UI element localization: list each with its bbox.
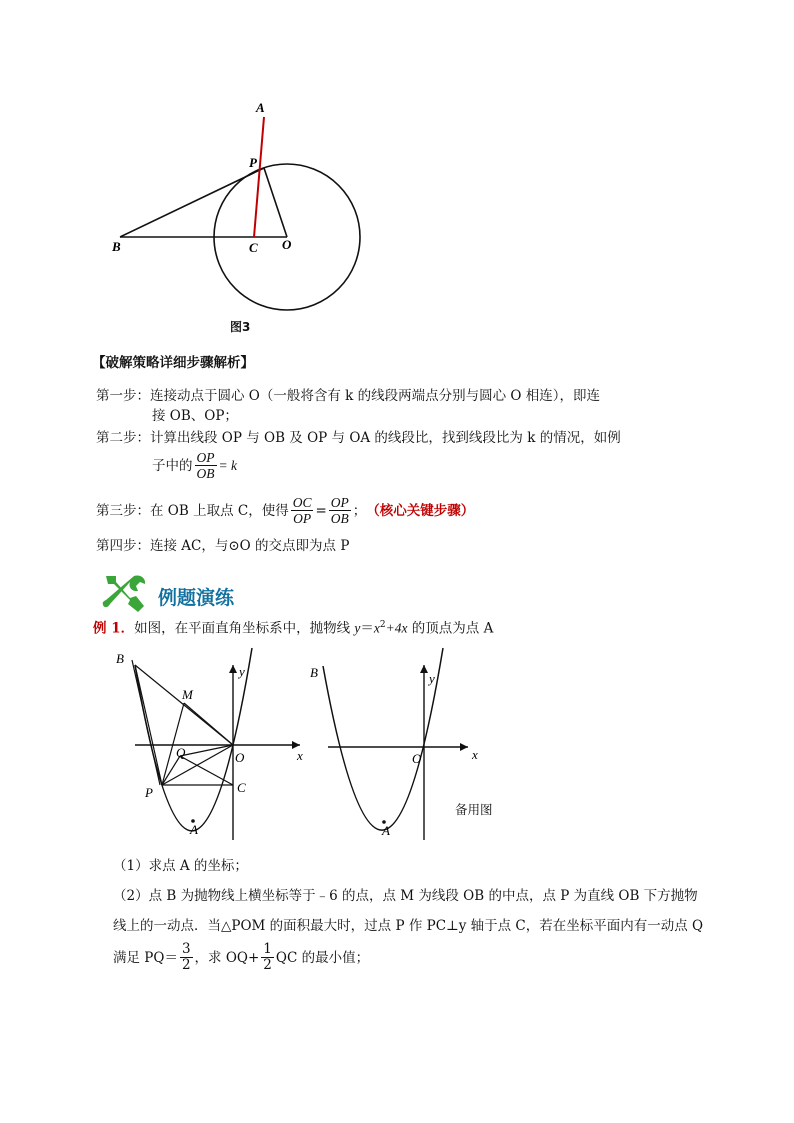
step-2-text-line1: 计算出线段 OP 与 OB 及 OP 与 OA 的线段比，找到线段比为 k 的情况，如例 xyxy=(150,430,621,446)
backup-label-a: A xyxy=(382,823,390,838)
step-3-frac1-num: OC xyxy=(292,495,312,510)
segment-po xyxy=(264,168,287,237)
example-1-stem xyxy=(93,615,493,639)
step-3 xyxy=(96,495,474,526)
label-o: O xyxy=(282,237,292,252)
formula-x: x xyxy=(373,620,380,636)
step-1-prefix: 第一步： xyxy=(96,388,150,404)
graph-label-o: O xyxy=(235,750,245,765)
example-1-graph-main xyxy=(110,640,310,845)
step-3-frac1-den: OP xyxy=(293,511,312,526)
example-1-stem-post: 的顶点为点 A xyxy=(407,620,494,637)
q2-fraction-1 xyxy=(180,942,193,973)
question-2-line3 xyxy=(113,942,369,973)
step-2-line2 xyxy=(152,450,237,481)
graph-label-b: B xyxy=(116,651,124,666)
question-2-line2: 线上的一动点．当△POM 的面积最大时，过点 P 作 PC⊥y 轴于点 C，若在坐标平面内有一动点 Q xyxy=(113,918,704,934)
backup-figure-caption: 备用图 xyxy=(455,802,493,817)
step-2 xyxy=(96,428,621,448)
label-c: C xyxy=(249,240,258,255)
step-3-frac2-num: OP xyxy=(330,495,349,510)
backup-label-x: x xyxy=(472,747,478,762)
parabola-backup xyxy=(323,648,443,830)
step-2-line2-pre: 子中的 xyxy=(152,457,193,474)
backup-label-b: B xyxy=(310,665,318,680)
graph-label-m: M xyxy=(182,687,193,702)
label-b: B xyxy=(112,239,121,254)
question-1: （1）求点 A 的坐标； xyxy=(113,858,248,874)
section-title: 例题演练 xyxy=(158,587,235,609)
step-3-fraction-1 xyxy=(291,495,314,526)
question-2-line3-post: QC 的最小值； xyxy=(275,949,370,966)
question-2-line3-pre: 满足 PQ＝ xyxy=(113,949,178,966)
strategy-heading: 【破解策略详细步骤解析】 xyxy=(92,355,254,371)
step-4-prefix: 第四步： xyxy=(96,538,150,554)
formula-exp: 2 xyxy=(379,620,386,630)
q2-frac1-num: 3 xyxy=(181,941,191,957)
step-2-frac-num: OP xyxy=(196,450,215,465)
step-2-line2-post: = k xyxy=(218,457,237,473)
example-1-stem-pre: 如图，在平面直角坐标系中，抛物线 xyxy=(134,620,355,637)
parabola xyxy=(135,648,252,831)
step-1-text-line1: 连接动点于圆心 O（一般将含有 k 的线段两端点分别与圆心 O 相连），即连 xyxy=(150,388,601,404)
formula-y: y xyxy=(354,620,361,636)
backup-label-y: y xyxy=(429,671,435,686)
step-2-frac-den: OB xyxy=(196,466,215,481)
formula-rest: +4x xyxy=(385,620,408,636)
question-2-line3-mid: ，求 OQ+ xyxy=(194,949,260,966)
step-2-fraction xyxy=(195,450,217,481)
example-1-label: 例 1． xyxy=(93,620,135,637)
backup-label-o: O xyxy=(412,751,422,766)
figure-3-caption: 图3 xyxy=(230,320,251,334)
step-1-text-line2: 接 OB、OP； xyxy=(152,408,238,424)
step-2-prefix: 第二步： xyxy=(96,430,150,446)
q2-frac2-num: 1 xyxy=(263,941,272,957)
q2-frac1-den: 2 xyxy=(181,957,191,973)
step-3-prefix: 第三步： xyxy=(96,502,150,519)
label-a: A xyxy=(256,100,265,115)
q2-frac2-den: 2 xyxy=(263,957,272,973)
step-3-fraction-2 xyxy=(329,495,351,526)
step-3-equals: = xyxy=(315,502,327,519)
figure-3-diagram xyxy=(100,95,380,320)
q2-fraction-2 xyxy=(261,942,274,973)
formula-eq: ＝ xyxy=(360,620,374,637)
question-2-line1: （2）点 B 为抛物线上横坐标等于﹣6 的点，点 M 为线段 OB 的中点，点 P 为直线 OB 下方抛物 xyxy=(113,888,698,904)
step-3-key-note: （核心关键步骤） xyxy=(366,502,475,519)
step-4-text: 连接 AC，与⊙O 的交点即为点 P xyxy=(150,538,350,554)
step-4 xyxy=(96,536,349,556)
graph-label-a: A xyxy=(190,822,198,837)
graph-label-p: P xyxy=(145,785,153,800)
segment-bp xyxy=(120,168,264,237)
step-3-pre: 在 OB 上取点 C，使得 xyxy=(150,502,289,519)
graph-label-q: Q xyxy=(176,745,186,760)
label-p: P xyxy=(249,155,257,170)
tools-icon xyxy=(100,572,148,614)
graph-label-x: x xyxy=(297,748,303,763)
graph-label-y: y xyxy=(239,664,245,679)
step-3-frac2-den: OB xyxy=(330,511,349,526)
step-3-semicolon: ； xyxy=(352,502,367,519)
graph-label-c: C xyxy=(237,780,246,795)
step-1 xyxy=(96,386,600,406)
segment-ac xyxy=(254,117,264,237)
